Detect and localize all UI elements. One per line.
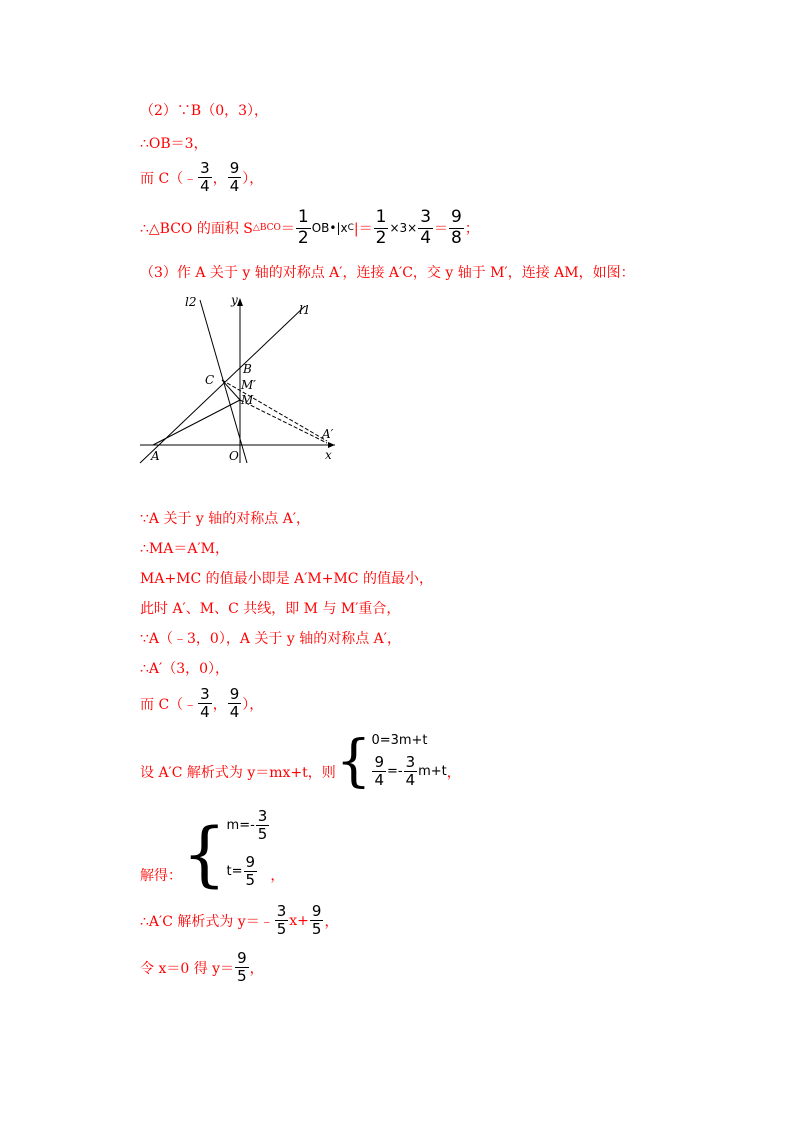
fraction-1-2-b: $\frac{1}{2}$ <box>375 207 387 248</box>
line-A-prime-coords: ∴A′（3，0）， <box>140 661 230 677</box>
fraction-9-8: $\frac{9}{8}$ <box>451 207 462 248</box>
line-collinear: 此时 A′、M、C 共线，即 M 与 M′重合， <box>140 601 401 617</box>
line-solution: 解得： { m=- $\frac{3}{5}$ t= $\frac{9}{5}$ ， <box>140 807 285 895</box>
fraction-1-2: $\frac{1}{2}$ <box>297 207 309 248</box>
line-part-3: （3）作 A 关于 y 轴的对称点 A′，连接 A′C，交 y 轴于 M′，连接 AM，如图： <box>140 265 635 281</box>
label-l2: l2 <box>185 295 197 309</box>
label-B: B <box>243 362 252 376</box>
fraction-3-5-b: $\frac{3}{5}$ <box>276 902 287 939</box>
line-area-BCO: ∴△BCO 的面积 S △BCO ＝ $\frac{1}{2}$ OB•|x C |＝ $\frac{1}{2}$ ×3× $\frac{3}{4}$ ＝ $\frac{9}{8}$ ； <box>140 207 479 248</box>
line-symmetric: ∵A 关于 y 轴的对称点 A′， <box>140 511 311 527</box>
fraction-9-4: $\frac{9}{4}$ <box>229 159 240 196</box>
line-given-B: （2）∵B（0，3）， <box>140 103 269 119</box>
label-C: C <box>205 373 215 387</box>
fraction-9-5: $\frac{9}{5}$ <box>245 852 256 889</box>
fraction-3-5: $\frac{3}{5}$ <box>257 807 268 844</box>
fraction-9-4-d: $\frac{9}{4}$ <box>374 753 384 790</box>
segment-AM <box>153 400 240 445</box>
y-axis-arrow <box>237 298 243 306</box>
equation-system-2: m=- $\frac{3}{5}$ t= $\frac{9}{5}$ <box>226 807 268 889</box>
label-M-prime: M′ <box>241 378 257 392</box>
line-min: MA+MC 的值最小即是 A′M+MC 的值最小， <box>140 571 433 587</box>
fraction-3-4: $\frac{3}{4}$ <box>200 159 210 196</box>
fraction-9-5-b: $\frac{9}{5}$ <box>311 902 322 939</box>
fraction-9-5-c: $\frac{9}{5}$ <box>237 949 247 986</box>
label-A-prime: A′ <box>322 427 334 441</box>
line-OB: ∴OB＝3， <box>140 136 208 152</box>
line-set-equation: 设 A′C 解析式为 y＝mx+t，则 { 0=3m+t $\frac{9}{4}$ =- $\frac{3}{4}$ m+t ， <box>140 728 461 794</box>
coordinate-figure <box>135 288 345 468</box>
fraction-3-4-b: $\frac{3}{4}$ <box>420 207 432 248</box>
fraction-9-4-c: $\frac{9}{4}$ <box>229 685 240 722</box>
line-A-coords: ∵A（﹣3，0），A 关于 y 轴的对称点 A′， <box>140 631 401 647</box>
label-O: O <box>229 449 239 463</box>
label-M: M <box>241 393 254 407</box>
line-x-zero: 令 x＝0 得 y＝ $\frac{9}{5}$ ， <box>140 949 264 986</box>
line-C-coords-1: 而 C（﹣ $\frac{3}{4}$ ， $\frac{9}{4}$ ）， <box>140 159 264 196</box>
system-brace-1: { <box>335 728 372 794</box>
fraction-3-4-c: $\frac{3}{4}$ <box>200 685 210 722</box>
label-y: y <box>231 293 238 307</box>
line-MA-eq: ∴MA＝A′M， <box>140 541 229 557</box>
equation-system-1: 0=3m+t $\frac{9}{4}$ =- $\frac{3}{4}$ m+t <box>371 733 447 790</box>
label-l1: l1 <box>299 303 311 317</box>
line-result: ∴A′C 解析式为 y＝﹣ $\frac{3}{5}$ x+ $\frac{9}{5}$ ， <box>140 902 339 939</box>
label-A: A <box>151 449 160 463</box>
label-x: x <box>325 448 332 462</box>
system-brace-2: { <box>182 813 227 895</box>
segment-CM <box>222 380 240 400</box>
fraction-3-4-d: $\frac{3}{4}$ <box>405 753 416 790</box>
line-C-coords-2: 而 C（﹣ $\frac{3}{4}$ ， $\frac{9}{4}$ ）， <box>140 685 264 722</box>
